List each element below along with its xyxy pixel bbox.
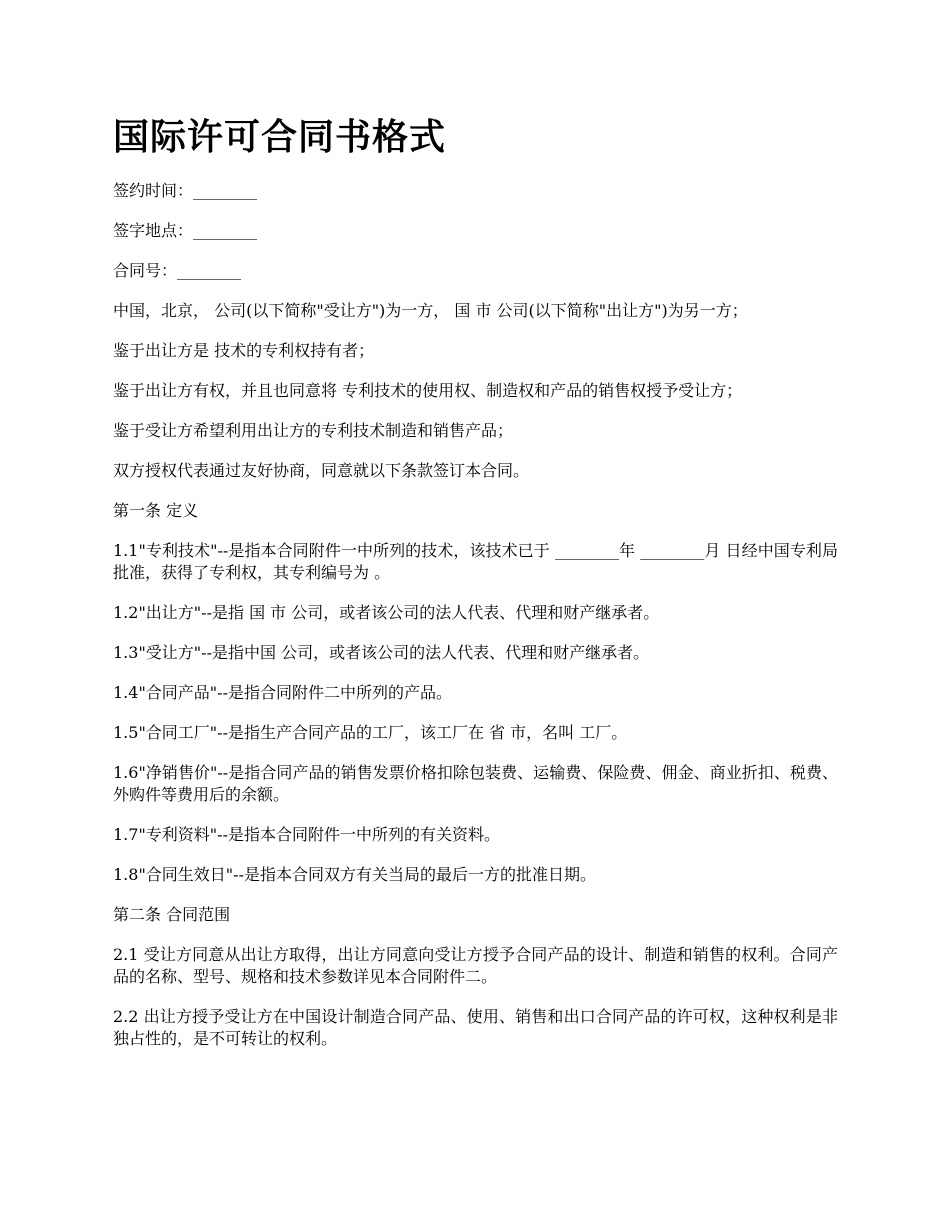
definition-1-1-part-b: 年: [618, 541, 641, 560]
definition-1-1-part-c: 月 日经中国专利局批准，获得了专利权，其专利编号为 。: [113, 541, 838, 582]
definition-1-5: 1.5"合同工厂"--是指生产合同产品的工厂，该工厂在 省 市，名叫 工厂。: [113, 723, 628, 742]
definition-1-8: 1.8"合同生效日"--是指本合同双方有关当局的最后一方的批准日期。: [113, 865, 596, 884]
recital-2: 鉴于出让方有权，并且也同意将 专利技术的使用权、制造权和产品的销售权授予受让方；: [113, 381, 743, 400]
contract-no-label: 合同号：: [113, 261, 178, 280]
recital-1: 鉴于出让方是 技术的专利权持有者；: [113, 341, 375, 360]
definition-1-7: 1.7"专利资料"--是指本合同附件一中所列的有关资料。: [113, 825, 500, 844]
definition-1-2: 1.2"出让方"--是指 国 市 公司，或者该公司的法人代表、代理和财产继承者。: [113, 603, 660, 622]
recital-3: 鉴于受让方希望利用出让方的专利技术制造和销售产品；: [113, 421, 514, 440]
definition-1-3: 1.3"受让方"--是指中国 公司，或者该公司的法人代表、代理和财产继承者。: [113, 643, 650, 662]
definition-1-1: [113, 540, 838, 584]
definition-1-4: 1.4"合同产品"--是指合同附件二中所列的产品。: [113, 683, 452, 702]
sign-time-blank: ________: [193, 181, 258, 200]
sign-place-label: 签字地点：: [113, 221, 194, 240]
section-2-2: 2.2 出让方授予受让方在中国设计制造合同产品、使用、销售和出口合同产品的许可权，这种权利是非独占性的，是不可转让的权利。: [113, 1007, 838, 1048]
section-2-1: 2.1 受让方同意从出让方取得，出让方同意向受让方授予合同产品的设计、制造和销售的权利。合同产品的名称、型号、规格和技术参数详见本合同附件二。: [113, 945, 838, 986]
article-1-heading: 第一条 定义: [113, 501, 199, 520]
month-blank: ________: [640, 541, 705, 560]
article-2-heading: 第二条 合同范围: [113, 905, 231, 924]
contract-no-line: [113, 260, 838, 282]
year-blank: ________: [554, 541, 619, 560]
parties-paragraph: 中国，北京， 公司(以下简称"受让方")为一方， 国 市 公司(以下简称"出让方")为另一方；: [113, 301, 748, 320]
sign-time-label: 签约时间：: [113, 181, 194, 200]
sign-place-line: [113, 220, 838, 242]
document-page: [113, 112, 838, 1068]
definition-1-6: 1.6"净销售价"--是指合同产品的销售发票价格扣除包装费、运输费、保险费、佣金、商业折扣、税费、外购件等费用后的余额。: [113, 763, 838, 804]
recital-4: 双方授权代表通过友好协商，同意就以下条款签订本合同。: [113, 461, 530, 480]
definition-1-1-part-a: 1.1"专利技术"--是指本合同附件一中所列的技术，该技术已于: [113, 541, 555, 560]
contract-no-blank: ________: [177, 261, 242, 280]
sign-place-blank: ________: [193, 221, 258, 240]
sign-time-line: [113, 180, 838, 202]
document-title: 国际许可合同书格式: [113, 116, 447, 158]
